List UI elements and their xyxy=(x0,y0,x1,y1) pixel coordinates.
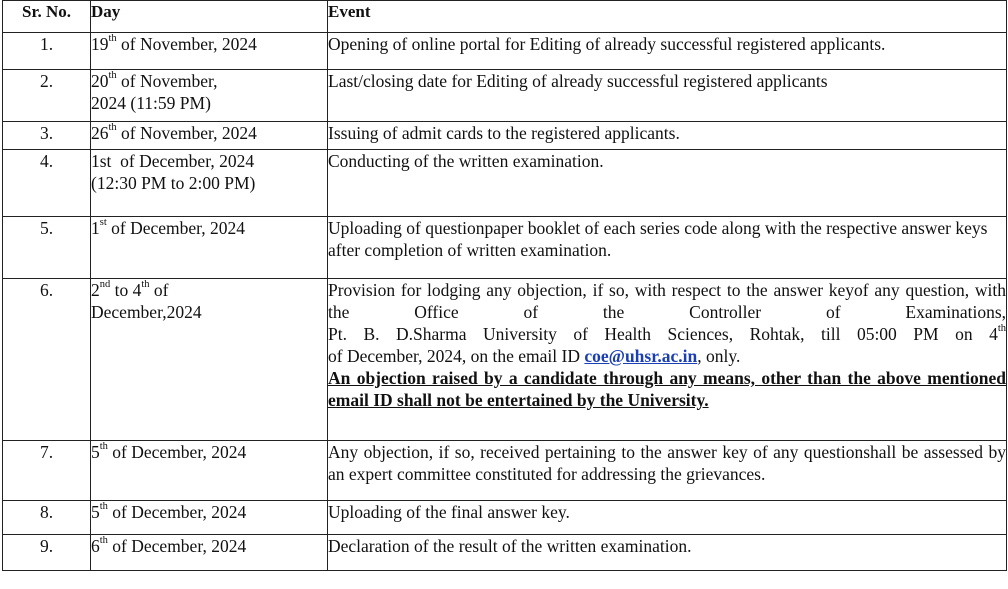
event-cell xyxy=(328,279,1007,441)
table-row xyxy=(3,217,1007,279)
table-row xyxy=(3,501,1007,535)
email-link[interactable]: coe@uhsr.ac.in xyxy=(584,346,698,366)
objection-text-line3: of December, 2024, on the email ID coe@uhsr.ac.in, only. xyxy=(328,346,741,366)
day-cell: 6th of December, 2024 xyxy=(91,535,328,571)
event-cell: Declaration of the result of the written examination. xyxy=(328,535,1007,571)
day-cell: 20th of November, 2024 (11:59 PM) xyxy=(91,70,328,122)
sr-no-cell: 2. xyxy=(3,70,91,122)
day-cell: 5th of December, 2024 xyxy=(91,441,328,501)
table-row xyxy=(3,535,1007,571)
event-cell: Uploading of the final answer key. xyxy=(328,501,1007,535)
sr-no-cell: 5. xyxy=(3,217,91,279)
header-day: Day xyxy=(91,1,328,33)
table-row xyxy=(3,441,1007,501)
header-row xyxy=(3,1,1007,33)
table-row xyxy=(3,70,1007,122)
sr-no-cell: 3. xyxy=(3,122,91,150)
event-cell: Issuing of admit cards to the registered applicants. xyxy=(328,122,1007,150)
objection-warning: An objection raised by a candidate through any means, other than the above mentioned email ID shall not be entertained by the University. xyxy=(328,368,1006,410)
day-cell: 19th of November, 2024 xyxy=(91,33,328,70)
event-cell: Last/closing date for Editing of already successful registered applicants xyxy=(328,70,1007,122)
event-cell: Opening of online portal for Editing of already successful registered applicants. xyxy=(328,33,1007,70)
day-cell: 26th of November, 2024 xyxy=(91,122,328,150)
schedule-table xyxy=(2,0,1007,571)
sr-no-cell: 9. xyxy=(3,535,91,571)
table-row xyxy=(3,279,1007,441)
table-row xyxy=(3,150,1007,217)
day-cell: 2nd to 4th of December,2024 xyxy=(91,279,328,441)
event-cell: Uploading of questionpaper booklet of each series code along with the respective answer keys after completion of written examination. xyxy=(328,217,1007,279)
day-cell: 1st of December, 2024 xyxy=(91,217,328,279)
event-cell: Any objection, if so, received pertaining to the answer key of any questionshall be assessed by an expert committee constituted for addressing the grievances. xyxy=(328,441,1007,501)
table-row xyxy=(3,122,1007,150)
sr-no-cell: 4. xyxy=(3,150,91,217)
header-event: Event xyxy=(328,1,1007,33)
sr-no-cell: 7. xyxy=(3,441,91,501)
sr-no-cell: 8. xyxy=(3,501,91,535)
table-row xyxy=(3,33,1007,70)
day-cell: 5th of December, 2024 xyxy=(91,501,328,535)
event-cell: Conducting of the written examination. xyxy=(328,150,1007,217)
objection-text-line2: Pt. B. D.Sharma University of Health Sciences, Rohtak, till 05:00 PM on 4th xyxy=(328,323,1006,344)
day-cell: 1st of December, 2024 (12:30 PM to 2:00 PM) xyxy=(91,150,328,217)
objection-text-line1: Provision for lodging any objection, if so, with respect to the answer keyof any question, with the Office of the Controller of Examinations, xyxy=(328,280,1006,322)
sr-no-cell: 6. xyxy=(3,279,91,441)
sr-no-cell: 1. xyxy=(3,33,91,70)
header-sr-no: Sr. No. xyxy=(3,1,91,33)
